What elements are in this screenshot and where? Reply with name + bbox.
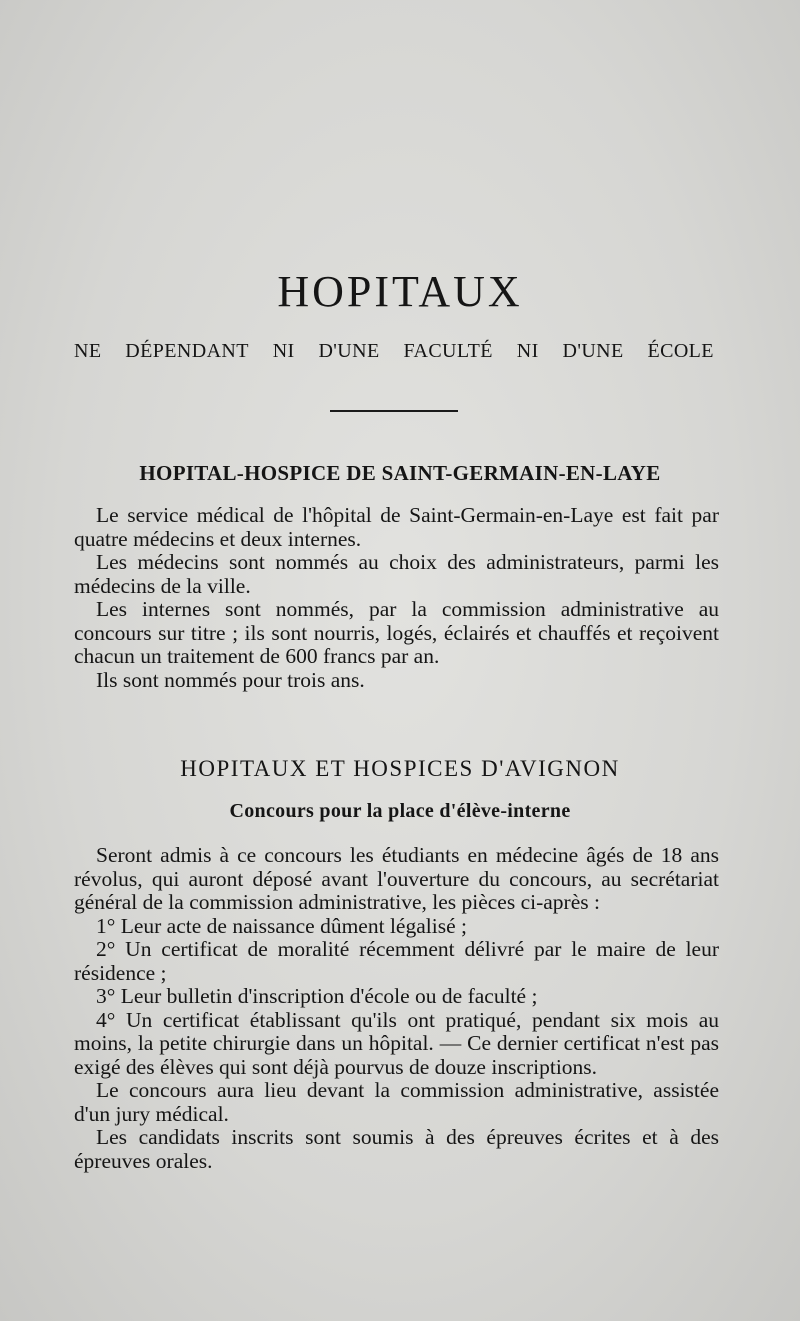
list-item: 2° Un certificat de moralité récemment délivré par le maire de leur résidence ; xyxy=(74,937,719,985)
subtitle-word: NI xyxy=(272,340,295,362)
section-body-avignon xyxy=(74,844,719,1173)
section-heading-saint-germain: HOPITAL-HOSPICE DE SAINT-GERMAIN-EN-LAYE xyxy=(139,461,661,485)
paragraph: Ils sont nommés pour trois ans. xyxy=(96,667,365,692)
section-heading-avignon: HOPITAUX ET HOSPICES D'AVIGNON xyxy=(180,756,620,781)
subtitle-word: D'UNE xyxy=(318,340,380,362)
paragraph: Les médecins sont nommés au choix des administrateurs, parmi les médecins de la ville. xyxy=(74,550,719,598)
subtitle-word: DÉPENDANT xyxy=(125,340,249,362)
page-title: HOPITAUX xyxy=(277,267,523,316)
subtitle-word: NE xyxy=(74,340,102,362)
paragraph: Le concours aura lieu devant la commission administrative, assistée d'un jury médical. xyxy=(74,1078,719,1126)
subtitle-word: FACULTÉ xyxy=(403,340,493,362)
paragraph: Seront admis à ce concours les étudiants en médecine âgés de 18 ans révolus, qui auront déposé avant l'ouverture du concours, au secrétariat général de la commission administrative, les pièces ci-après : xyxy=(74,843,719,914)
paragraph: Les candidats inscrits sont soumis à des épreuves écrites et à des épreuves orales. xyxy=(74,1125,719,1173)
section-subheading-concours: Concours pour la place d'élève-interne xyxy=(229,800,571,822)
subtitle-word: ÉCOLE xyxy=(647,340,714,362)
subtitle-word: D'UNE xyxy=(562,340,624,362)
page-subtitle xyxy=(74,340,714,363)
section-body-saint-germain xyxy=(74,504,719,692)
paragraph: Les internes sont nommés, par la commission administrative au concours sur titre ; ils sont nourris, logés, éclairés et chauffés et reçoivent chacun un traitement de 600 francs par an. xyxy=(74,597,719,668)
list-item: 3° Leur bulletin d'inscription d'école ou de faculté ; xyxy=(96,984,538,1008)
list-item: 1° Leur acte de naissance dûment légalisé ; xyxy=(96,913,467,938)
subtitle-word: NI xyxy=(516,340,539,362)
divider-rule xyxy=(330,410,458,412)
list-item: 4° Un certificat établissant qu'ils ont pratiqué, pendant six mois au moins, la petite chirurgie dans un hôpital. — Ce dernier certificat n'est pas exigé des élèves qui sont déjà pourvus de douze inscriptions. xyxy=(74,1007,719,1079)
paragraph: Le service médical de l'hôpital de Saint-Germain-en-Laye est fait par quatre médecins et deux internes. xyxy=(74,503,719,551)
bleed-through xyxy=(0,62,800,82)
